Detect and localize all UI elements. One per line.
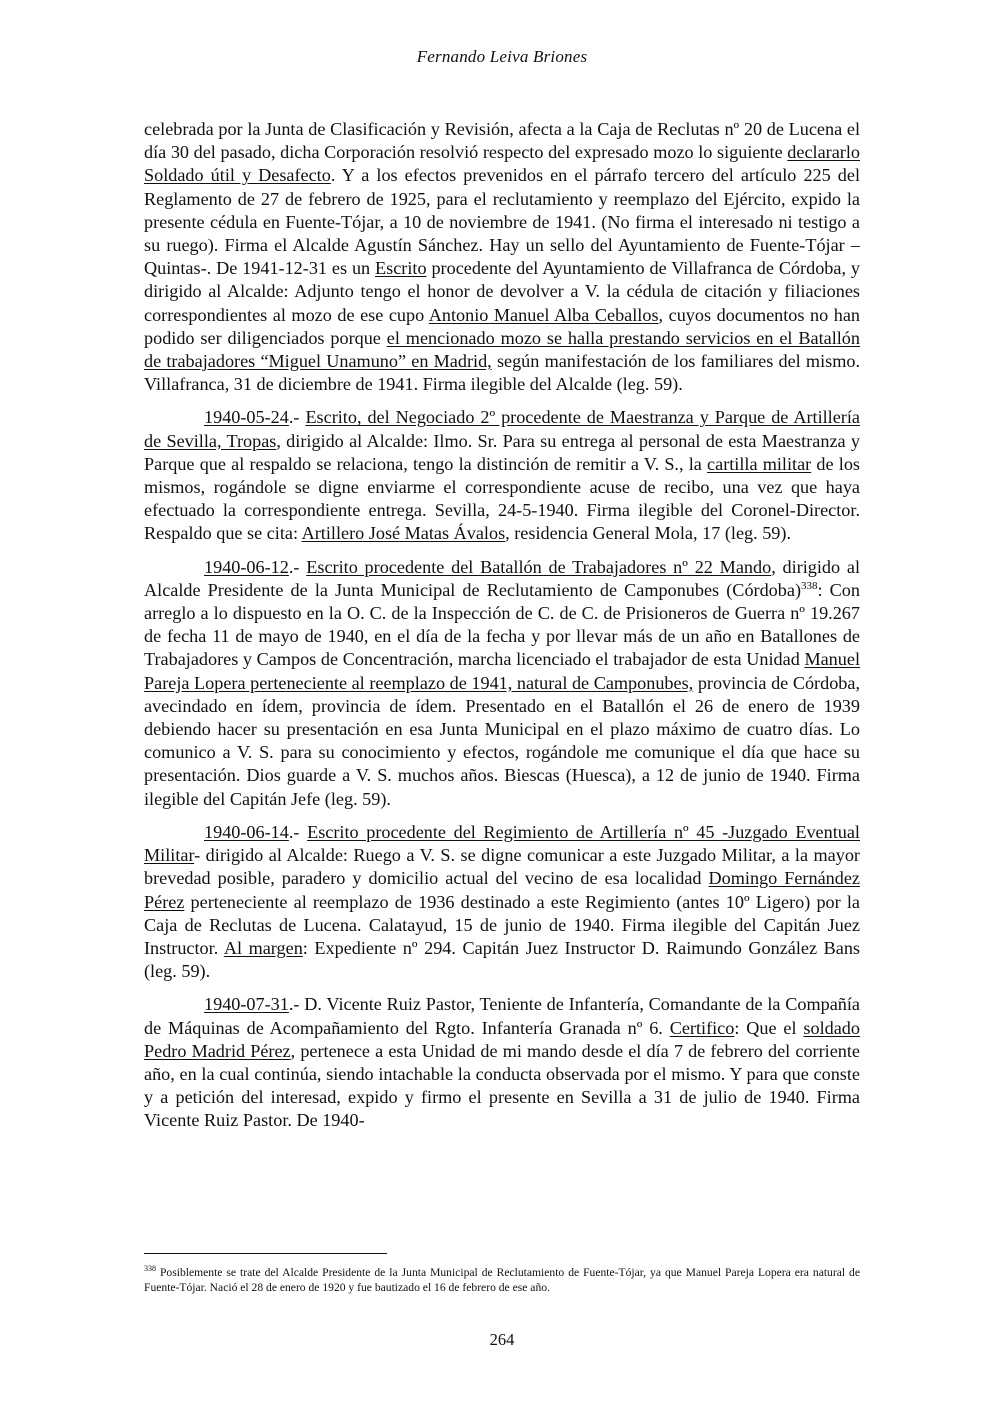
underlined-text: cartilla militar <box>707 453 812 474</box>
underlined-text: el mencionado mozo se halla prestando servicios en el Batallón de trabajadores “Miguel Unamuno” en Madrid, <box>144 327 860 372</box>
page-number: 264 <box>489 1330 515 1349</box>
underlined-text: Manuel Pareja Lopera perteneciente al reemplazo de 1941, natural de Camponubes, <box>144 649 860 693</box>
paragraph <box>144 993 860 1132</box>
text-run: , cuyos documentos no han podido ser diligenciados porque <box>144 304 861 348</box>
footnote-number: 338 <box>144 1264 156 1274</box>
running-header-author: Fernando Leiva Briones <box>416 47 588 66</box>
text-run: procedente del Ayuntamiento de Villafranca de Córdoba, y dirigido al Alcalde: Adjunto tengo el honor de devolver a V. la cédula de citación y filiaciones correspondientes al mozo de ese cupo <box>144 258 860 325</box>
text-run: , residencia General Mola, 17 (leg. 59). <box>505 523 791 544</box>
footnote-reference: 338 <box>801 579 818 592</box>
underlined-text: 1940-06-12 <box>204 556 289 577</box>
underlined-text: 1940-05-24 <box>204 407 289 428</box>
paragraph <box>144 821 860 983</box>
underlined-text: declararlo Soldado útil y Desafecto <box>144 142 860 186</box>
text-run: .- <box>288 821 308 842</box>
underlined-text: Escrito procedente del Batallón de Trabajadores nº 22 Mando <box>306 556 772 577</box>
text-run: , dirigido al Alcalde Presidente de la Junta Municipal de Reclutamiento de Camponubes (Córdoba) <box>144 556 861 600</box>
text-run: perteneciente al reemplazo de 1936 destinado a este Regimiento (antes 10º Ligero) por la Caja de Reclutas de Lucena. Calatayud, 15 de junio de 1940. Firma ilegible del Capitán Juez Instructor. <box>144 891 860 958</box>
text-run: , dirigido al Alcalde: Ilmo. Sr. Para su entrega al personal de esta Maestranza y Parque que al respaldo se relaciona, tengo la distinción de remitir a V. S., la <box>144 430 860 474</box>
text-run: - dirigido al Alcalde: Ruego a V. S. se digne comunicar a este Juzgado Militar, a la mayor brevedad posible, paradero y domicilio actual del vecino de esa localidad <box>144 845 860 889</box>
underlined-text: soldado Pedro Madrid Pérez <box>144 1017 860 1061</box>
text-run: . Y a los efectos prevenidos en el párrafo tercero del artículo 225 del Reglamento de 27 de febrero de 1925, para el reclutamiento y reemplazo del Ejército, expido la presente cédula en Fuente-Tójar, a 10 de noviembre de 1941. (No firma el interesado ni testigo a su ruego). Firma el Alcalde Agustín Sánchez. Hay un sello del Ayuntamiento de Fuente-Tójar –Quintas-. De 1941-12-31 es un <box>144 165 861 279</box>
underlined-text: Escrito <box>375 258 427 279</box>
text-run: .- <box>288 407 306 428</box>
text-run: celebrada por la Junta de Clasificación y Revisión, afecta a la Caja de Reclutas nº 20 de Lucena el día 30 del pasado, dicha Corporación resolvió respecto del expresado mozo lo siguiente <box>144 119 860 163</box>
footnote-separator <box>144 1253 387 1254</box>
paragraph <box>144 118 860 396</box>
underlined-text: Escrito procedente del Regimiento de Artillería nº 45 -Juzgado Eventual Militar <box>144 821 860 866</box>
footnote-text: Posiblemente se trate del Alcalde Presidente de la Junta Municipal de Reclutamiento de Fuente-Tójar, ya que Manuel Pareja Lopera era natural de Fuente-Tójar. Nació el 28 de enero de 1920 y fue bautizado el 16 de febrero de ese año. <box>144 1266 860 1294</box>
underlined-text: Certifico <box>669 1017 735 1038</box>
text-run: : Que el <box>734 1017 804 1038</box>
underlined-text: Escrito, del Negociado 2º procedente de Maestranza y Parque de Artillería de Sevilla, Tropas <box>144 407 860 451</box>
paragraph <box>144 556 860 811</box>
underlined-text: Antonio Manuel Alba Ceballos <box>428 304 659 325</box>
text-run: provincia de Córdoba, avecindado en ídem, provincia de ídem. Presentado en el Batallón el 26 de enero de 1939 debiendo hacer su presentación en esa Junta Municipal en el plazo máximo de cuatro días. Lo comunico a V. S. para su conocimiento y efectos, rogándole me comunique el día que hace su presentación. Dios guarde a V. S. muchos años. Biescas (Huesca), a 12 de junio de 1940. Firma ilegible del Capitán Jefe (leg. 59). <box>144 672 861 809</box>
underlined-text: Artillero José Matas Ávalos <box>301 523 506 544</box>
text-run: : Con arreglo a lo dispuesto en la O. C. de la Inspección de C. de C. de Prisioneros de Guerra nº 19.267 de fecha 11 de mayo de 1940, en el día de la fecha y por llevar más de un año en Batallones de Trabajadores y Campos de Concentración, marcha licenciado el trabajador de esta Unidad <box>144 579 860 670</box>
text-run: : Expediente nº 294. Capitán Juez Instructor D. Raimundo González Bans (leg. 59). <box>144 937 861 982</box>
text-run: de los mismos, rogándole se digne enviarme el correspondiente acuse de recibo, una vez que haya efectuado la correspondiente entrega. Sevilla, 24-5-1940. Firma ilegible del Coronel-Director. Respaldo que se cita: <box>144 453 860 544</box>
paragraph <box>144 406 860 545</box>
underlined-text: Domingo Fernández Pérez <box>144 868 860 912</box>
text-run: .- D. Vicente Ruiz Pastor, Teniente de Infantería, Comandante de la Compañía de Máquinas de Acompañamiento del Rgto. Infantería Granada nº 6. <box>144 994 860 1038</box>
body-text <box>144 118 860 1143</box>
underlined-text: 1940-07-31 <box>204 994 289 1015</box>
text-run: , pertenece a esta Unidad de mi mando desde el día 7 de febrero del corriente año, en la cual continúa, siendo intachable la conducta observada por el mismo. Y para que conste y a petición del interesad, expido y firmo el presente en Sevilla a 31 de julio de 1940. Firma Vicente Ruiz Pastor. De 1940- <box>144 1040 860 1131</box>
text-run: según manifestación de los familiares del mismo. Villafranca, 31 de diciembre de 1941. Firma ilegible del Alcalde (leg. 59). <box>144 351 860 395</box>
underlined-text: Al margen <box>223 937 303 958</box>
underlined-text: 1940-06-14 <box>204 821 289 842</box>
text-run: .- <box>288 556 307 577</box>
footnote <box>144 1266 860 1295</box>
